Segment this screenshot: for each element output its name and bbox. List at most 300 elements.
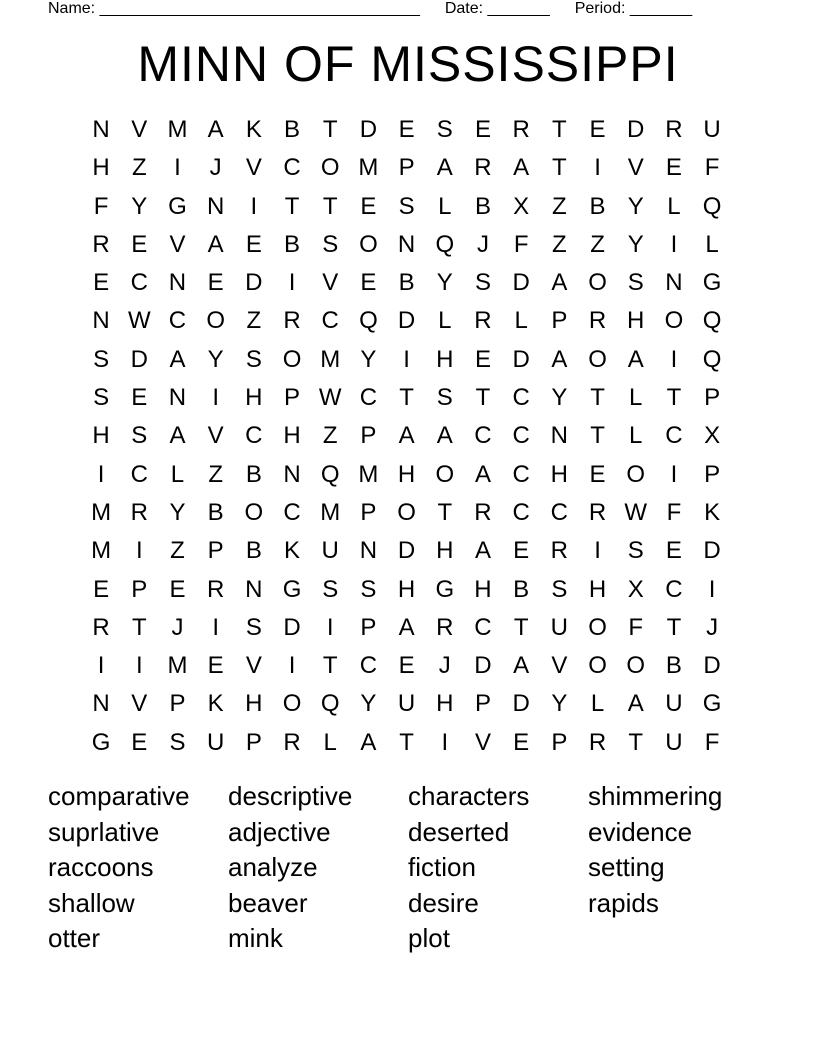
word-bank-item: adjective [228,816,331,847]
grid-letter: H [245,384,263,412]
grid-letter: S [627,537,644,565]
grid-letter: Y [627,230,644,258]
grid-letter: Y [551,690,568,718]
grid-letter: L [705,230,719,258]
grid-letter: T [552,154,567,182]
grid-letter: J [209,154,222,182]
grid-letter: J [706,613,719,641]
grid-letter: I [670,345,678,373]
grid-letter: P [360,498,377,526]
grid-letter: N [245,575,263,603]
grid-letter: C [512,384,530,412]
grid-letter: Y [169,498,186,526]
grid-letter: O [588,345,607,373]
worksheet-header [48,0,748,20]
grid-letter: N [550,422,569,450]
grid-letter: L [667,192,681,220]
grid-letter: O [626,652,646,680]
grid-letter: P [207,537,224,565]
grid-letter: G [702,690,722,718]
grid-letter: K [245,116,262,143]
grid-letter: T [666,613,682,641]
grid-letter: T [513,613,529,641]
word-bank-item: rapids [588,887,659,918]
grid-letter: O [244,498,264,526]
grid-letter: S [93,384,110,412]
grid-letter: F [704,728,720,756]
grid-letter: H [436,690,454,718]
grid-letter: A [436,422,453,450]
grid-letter: X [513,192,530,220]
word-bank-item: shimmering [588,781,723,811]
grid-letter: E [360,269,377,297]
grid-letter: A [551,345,568,373]
grid-letter: R [474,307,492,335]
grid-letter: I [250,192,258,220]
grid-letter: M [320,345,341,373]
word-bank-item: shallow [48,887,135,918]
grid-letter: W [127,307,151,335]
word-bank-item: otter [48,923,101,954]
grid-letter: A [513,652,530,680]
grid-letter: G [282,575,302,603]
grid-letter: R [550,537,569,565]
grid-letter: N [168,384,187,412]
grid-letter: N [168,269,187,297]
grid-letter: L [590,690,605,718]
word-bank-item: beaver [228,887,308,918]
grid-letter: O [282,345,302,373]
grid-letter: V [207,422,224,450]
grid-letter: C [474,422,492,450]
word-bank-item: desire [408,887,479,918]
grid-letter: A [398,422,415,450]
grid-letter: H [474,575,492,603]
grid-letter: Q [320,690,340,718]
grid-letter: Z [322,422,338,450]
grid-letter: C [130,269,148,297]
grid-letter: Z [590,230,605,258]
grid-letter: P [131,575,148,603]
grid-letter: E [665,537,682,565]
grid-letter: P [474,690,491,718]
grid-letter: D [359,116,378,143]
grid-letter: G [702,269,722,297]
word-bank-item: analyze [228,852,318,883]
grid-letter: D [512,690,530,718]
grid-letter: A [513,154,530,182]
word-bank-item: comparative [48,781,190,811]
grid-letter: U [321,537,339,565]
grid-letter: U [665,728,683,756]
grid-letter: L [514,307,528,335]
grid-letter: A [207,230,224,258]
grid-letter: O [206,307,225,335]
grid-letter: M [358,460,379,488]
grid-letter: T [322,192,338,220]
grid-letter: N [359,537,378,565]
grid-letter: U [550,613,569,641]
grid-letter: H [283,422,301,450]
grid-letter: N [397,230,416,258]
grid-letter: L [438,307,452,335]
grid-letter: P [360,613,377,641]
grid-letter: I [594,537,601,565]
grid-letter: R [474,498,492,526]
grid-letter: H [397,575,416,603]
grid-letter: E [131,728,148,756]
grid-letter: V [551,652,568,680]
grid-letter: Y [360,345,377,373]
word-bank-item: mink [228,923,283,954]
grid-letter: Q [320,460,340,488]
grid-letter: R [474,154,492,182]
grid-letter: D [397,307,416,335]
grid-letter: I [594,154,601,182]
grid-letter: G [435,575,455,603]
grid-letter: Y [207,345,224,373]
grid-letter: I [670,460,678,488]
grid-letter: E [398,116,415,143]
grid-letter: V [131,690,148,718]
grid-letter: J [438,652,451,680]
grid-letter: I [670,230,678,258]
grid-letter: E [93,269,110,297]
grid-letter: Q [702,307,722,335]
grid-letter: F [628,613,644,641]
grid-letter: I [174,154,181,182]
grid-letter: P [245,728,262,756]
grid-letter: J [476,230,489,258]
grid-letter: C [359,384,378,412]
grid-letter: I [288,652,296,680]
grid-letter: R [588,498,607,526]
grid-letter: Z [208,460,223,488]
grid-letter: I [97,460,105,488]
grid-letter: B [665,652,682,680]
grid-letter: A [627,690,644,718]
grid-letter: L [170,460,185,488]
grid-letter: E [474,116,491,143]
grid-letter: E [398,652,415,680]
grid-letter: O [397,498,416,526]
grid-letter: S [627,269,644,297]
grid-letter: D [130,345,148,373]
grid-letter: B [398,269,415,297]
grid-letter: E [513,537,530,565]
word-bank-item: raccoons [48,852,154,883]
grid-letter: P [551,307,568,335]
grid-letter: E [360,192,377,220]
grid-letter: D [627,116,645,143]
grid-letter: I [212,613,219,641]
grid-letter: D [245,269,263,297]
grid-letter: S [245,613,262,641]
grid-letter: L [323,728,337,756]
grid-letter: X [627,575,644,603]
grid-letter: F [93,192,109,220]
grid-letter: I [97,652,105,680]
grid-letter: R [665,116,683,143]
grid-letter: N [92,116,110,143]
grid-letter: Y [360,690,377,718]
grid-letter: A [551,269,568,297]
grid-letter: M [167,116,188,143]
grid-letter: K [207,690,224,718]
grid-letter: U [703,116,721,143]
grid-letter: C [665,422,683,450]
grid-letter: A [207,116,224,143]
grid-letter: T [666,384,682,412]
grid-letter: U [397,690,416,718]
grid-letter: T [590,422,605,450]
grid-letter: M [167,652,188,680]
grid-letter: G [168,192,187,220]
grid-letter: W [624,498,648,526]
grid-letter: J [171,613,184,641]
word-bank-item: characters [408,781,530,811]
grid-letter: A [474,537,491,565]
grid-letter: T [131,613,147,641]
grid-letter: C [130,460,148,488]
grid-letter: H [436,345,454,373]
grid-letter: U [206,728,225,756]
grid-letter: E [513,728,530,756]
grid-letter: E [169,575,186,603]
grid-letter: R [130,498,148,526]
grid-letter: A [398,613,415,641]
grid-letter: E [131,384,148,412]
grid-letter: O [664,307,684,335]
grid-letter: D [703,652,721,680]
grid-letter: D [474,652,492,680]
grid-letter: C [245,422,263,450]
grid-letter: C [665,575,683,603]
grid-letter: Q [359,307,378,335]
grid-letter: B [207,498,224,526]
grid-letter: S [322,575,339,603]
grid-letter: E [207,269,224,297]
grid-letter: O [320,154,340,182]
grid-letter: T [322,116,338,143]
grid-letter: H [397,460,416,488]
grid-letter: N [92,307,110,335]
grid-letter: V [322,269,339,297]
grid-letter: O [588,652,607,680]
grid-letter: T [399,728,414,756]
grid-letter: R [436,613,454,641]
grid-letter: L [629,422,643,450]
grid-letter: I [708,575,716,603]
word-bank-item: descriptive [228,781,353,811]
grid-letter: A [474,460,491,488]
grid-letter: S [93,345,110,373]
grid-letter: L [438,192,452,220]
grid-letter: B [513,575,530,603]
grid-letter: C [283,498,301,526]
grid-letter: F [704,154,720,182]
grid-letter: C [474,613,492,641]
grid-letter: P [398,154,415,182]
grid-letter: H [436,537,454,565]
grid-letter: O [359,230,378,258]
grid-letter: I [326,613,334,641]
grid-letter: C [550,498,569,526]
grid-letter: M [320,498,341,526]
word-search-grid [82,111,731,762]
grid-letter: K [284,537,301,565]
grid-letter: P [704,460,721,488]
grid-letter: C [168,307,187,335]
grid-letter: Y [436,269,453,297]
grid-letter: V [627,154,644,182]
grid-letter: T [284,192,300,220]
grid-letter: H [92,422,110,450]
grid-letter: V [245,154,262,182]
grid-letter: Q [702,345,722,373]
grid-letter: E [207,652,224,680]
word-bank [48,779,768,957]
grid-letter: L [629,384,643,412]
grid-letter: I [212,384,219,412]
grid-letter: A [436,154,453,182]
grid-letter: E [665,154,682,182]
grid-letter: O [588,269,607,297]
grid-letter: Y [551,384,568,412]
date-field-label: Date: _______ [444,0,550,17]
grid-letter: I [288,269,296,297]
grid-letter: W [318,384,342,412]
grid-letter: E [131,230,148,258]
grid-letter: E [245,230,262,258]
grid-letter: A [627,345,644,373]
word-bank-item: setting [588,852,665,883]
grid-letter: D [512,269,530,297]
grid-letter: D [703,537,721,565]
grid-letter: E [93,575,110,603]
grid-letter: S [169,728,186,756]
grid-letter: E [589,460,606,488]
grid-letter: I [135,537,143,565]
grid-letter: C [512,422,530,450]
grid-letter: D [283,613,301,641]
grid-letter: Z [552,230,567,258]
grid-letter: T [322,652,338,680]
grid-letter: H [92,154,110,182]
period-field-label: Period: _______ [574,0,693,17]
grid-letter: T [437,498,453,526]
grid-letter: A [360,728,377,756]
word-bank-item: suprlative [48,816,160,847]
grid-letter: S [131,422,148,450]
grid-letter: F [513,230,529,258]
grid-letter: Y [131,192,148,220]
grid-letter: C [512,498,530,526]
grid-letter: Q [435,230,455,258]
grid-letter: V [474,728,491,756]
grid-letter: F [666,498,682,526]
grid-letter: U [665,690,683,718]
grid-letter: R [588,307,607,335]
grid-letter: Y [627,192,644,220]
word-bank-item: fiction [408,852,476,883]
grid-letter: S [474,269,491,297]
grid-letter: H [245,690,263,718]
grid-letter: Z [246,307,262,335]
grid-letter: B [284,230,301,258]
grid-letter: R [588,728,607,756]
grid-letter: S [360,575,377,603]
grid-letter: H [627,307,645,335]
grid-letter: T [399,384,414,412]
grid-letter: A [169,345,186,373]
grid-letter: R [206,575,225,603]
grid-letter: P [551,728,568,756]
grid-letter: Z [552,192,567,220]
grid-letter: V [245,652,262,680]
grid-letter: N [283,460,301,488]
grid-letter: B [589,192,606,220]
grid-letter: G [91,728,111,756]
grid-letter: S [245,345,262,373]
grid-letter: N [206,192,225,220]
grid-letter: E [474,345,491,373]
grid-letter: S [322,230,339,258]
grid-letter: C [283,154,301,182]
grid-letter: V [169,230,186,258]
grid-letter: A [169,422,186,450]
grid-letter: Q [702,192,722,220]
grid-letter: I [135,652,143,680]
grid-letter: D [512,345,530,373]
grid-letter: M [91,498,112,526]
grid-letter: R [283,307,301,335]
grid-letter: T [628,728,644,756]
grid-letter: T [552,116,567,143]
grid-letter: O [626,460,646,488]
grid-letter: P [284,384,301,412]
grid-letter: R [92,230,110,258]
grid-letter: R [92,613,110,641]
grid-letter: S [436,116,453,143]
grid-letter: V [131,116,148,143]
grid-letter: X [704,422,721,450]
grid-letter: K [704,498,721,526]
grid-letter: R [283,728,301,756]
grid-letter: T [590,384,605,412]
grid-letter: C [321,307,339,335]
grid-letter: H [588,575,607,603]
grid-letter: B [284,116,301,143]
grid-letter: B [245,460,262,488]
grid-letter: S [436,384,453,412]
page-title: MINN OF MISSISSIPPI [137,36,679,92]
grid-letter: I [403,345,410,373]
word-bank-item: plot [408,923,450,954]
grid-letter: T [475,384,491,412]
grid-letter: O [435,460,455,488]
word-bank-item: deserted [408,816,510,847]
grid-letter: M [91,537,112,565]
grid-letter: M [358,154,379,182]
grid-letter: P [169,690,186,718]
grid-letter: R [512,116,530,143]
grid-letter: I [441,728,449,756]
grid-letter: B [474,192,491,220]
grid-letter: C [359,652,378,680]
grid-letter: O [588,613,607,641]
name-field-label: Name: ____________________________________ [48,0,420,17]
